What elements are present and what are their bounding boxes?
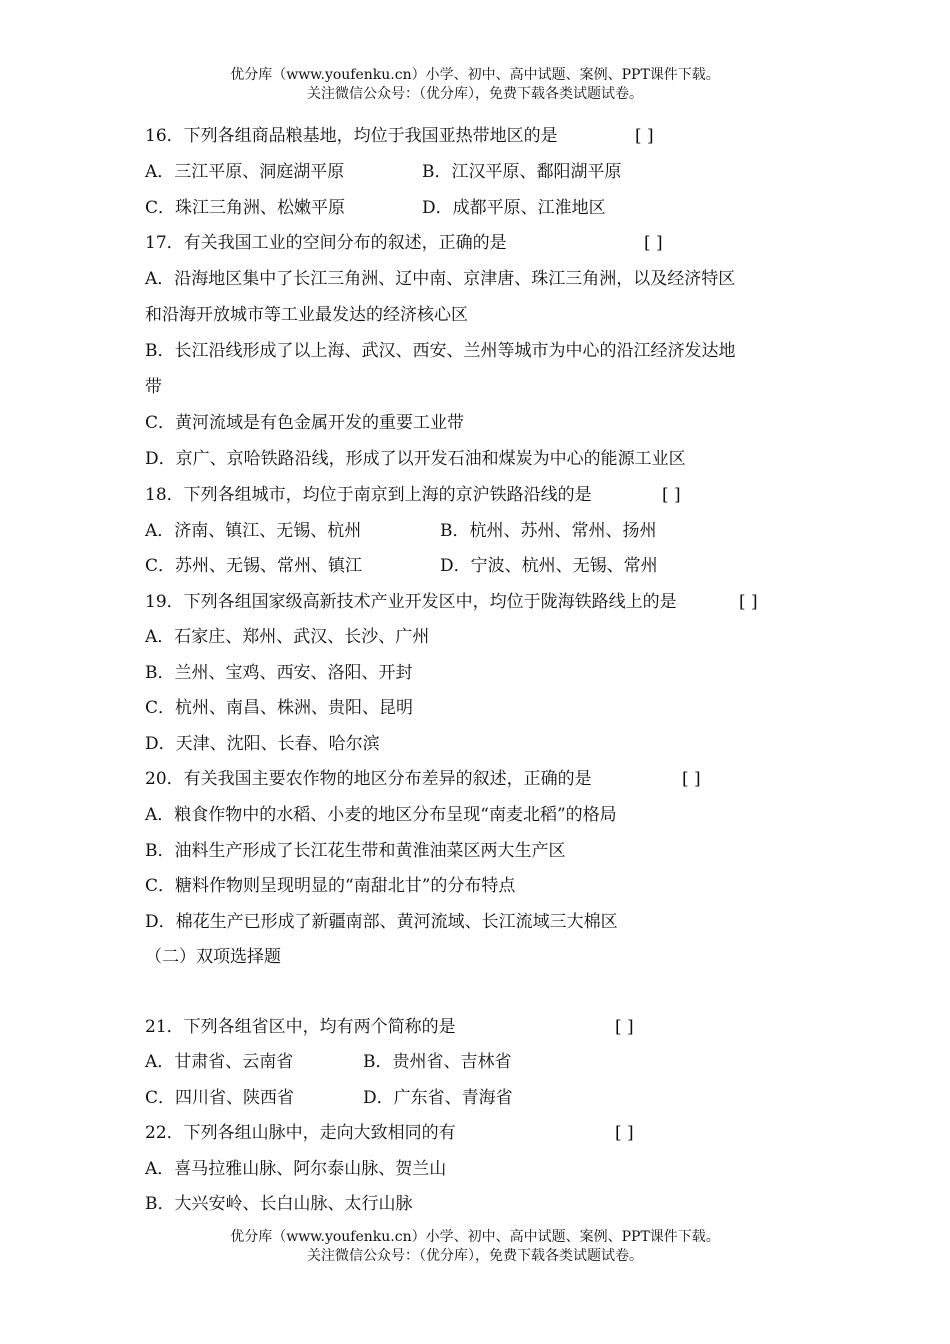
question-17-option-a-line2: 和沿海开放城市等工业最发达的经济核心区	[145, 305, 468, 325]
question-19-option-b: B．兰州、宝鸡、西安、洛阳、开封	[145, 663, 413, 683]
option-b: B．杭州、苏州、常州、扬州	[440, 521, 657, 541]
footer-line-2: 关注微信公众号：（优分库），免费下载各类试题试卷。	[307, 1248, 643, 1264]
option-a: A．甘肃省、云南省	[145, 1052, 294, 1072]
answer-bracket: [ ]	[644, 233, 663, 253]
question-19-option-a: A．石家庄、郑州、武汉、长沙、广州	[145, 627, 430, 647]
question-16-options-cd	[145, 197, 606, 219]
question-18-stem: 18．下列各组城市，均位于南京到上海的京沪铁路沿线的是 [ ]	[145, 485, 681, 505]
question-17-option-b-line2: 带	[145, 377, 162, 397]
option-c: C．苏州、无锡、常州、镇江	[145, 556, 363, 576]
option-b: B．贵州省、吉林省	[363, 1052, 512, 1072]
question-20-option-d: D．棉花生产已形成了新疆南部、黄河流域、长江流域三大棉区	[145, 912, 618, 932]
question-17-option-d: D．京广、京哈铁路沿线，形成了以开发石油和煤炭为中心的能源工业区	[145, 449, 686, 469]
question-18-options-cd	[145, 555, 658, 577]
page-header	[0, 66, 950, 104]
question-21-options-cd	[145, 1087, 513, 1109]
answer-bracket: [ ]	[615, 1123, 634, 1143]
question-20-option-a: A．粮食作物中的水稻、小麦的地区分布呈现“南麦北稻”的格局	[145, 805, 617, 825]
answer-bracket: [ ]	[739, 592, 758, 612]
question-22-option-b: B．大兴安岭、长白山脉、太行山脉	[145, 1194, 413, 1214]
question-21-options-ab	[145, 1051, 512, 1073]
option-d: D．宁波、杭州、无锡、常州	[440, 556, 658, 576]
answer-bracket: [ ]	[682, 769, 701, 789]
question-17-option-c: C．黄河流域是有色金属开发的重要工业带	[145, 413, 465, 433]
section-heading-double-choice: （二）双项选择题	[145, 947, 281, 967]
question-16-stem: 16．下列各组商品粮基地，均位于我国亚热带地区的是 [ ]	[145, 126, 654, 146]
question-18-options-ab	[145, 520, 657, 542]
option-c: C．四川省、陕西省	[145, 1088, 295, 1108]
header-line-2: 关注微信公众号：（优分库），免费下载各类试题试卷。	[307, 86, 643, 102]
header-line-1: 优分库（www.youfenku.cn）小学、初中、高中试题、案例、PPT课件下载。	[230, 67, 720, 83]
question-20-option-b: B．油料生产形成了长江花生带和黄淮油菜区两大生产区	[145, 841, 566, 861]
option-c: C．珠江三角洲、松嫩平原	[145, 198, 346, 218]
answer-bracket: [ ]	[662, 485, 681, 505]
question-19-option-d: D．天津、沈阳、长春、哈尔滨	[145, 734, 380, 754]
question-17-option-a-line1: A．沿海地区集中了长江三角洲、辽中南、京津唐、珠江三角洲，以及经济特区	[145, 269, 736, 289]
page-footer	[0, 1228, 950, 1266]
question-17-stem: 17．有关我国工业的空间分布的叙述，正确的是 [ ]	[145, 233, 663, 253]
question-22-stem: 22．下列各组山脉中，走向大致相同的有 [ ]	[145, 1123, 634, 1143]
answer-bracket: [ ]	[635, 126, 654, 146]
option-d: D．广东省、青海省	[363, 1088, 513, 1108]
question-16-options-ab	[145, 161, 622, 183]
option-a: A．济南、镇江、无锡、杭州	[145, 521, 362, 541]
answer-bracket: [ ]	[615, 1017, 634, 1037]
option-a: A．三江平原、洞庭湖平原	[145, 162, 345, 182]
footer-line-1: 优分库（www.youfenku.cn）小学、初中、高中试题、案例、PPT课件下载。	[230, 1229, 720, 1245]
question-19-stem: 19．下列各组国家级高新技术产业开发区中，均位于陇海铁路线上的是 [ ]	[145, 592, 758, 612]
question-21-stem: 21．下列各组省区中，均有两个简称的是 [ ]	[145, 1017, 634, 1037]
question-20-stem: 20．有关我国主要农作物的地区分布差异的叙述，正确的是 [ ]	[145, 769, 701, 789]
question-17-option-b-line1: B．长江沿线形成了以上海、武汉、西安、兰州等城市为中心的沿江经济发达地	[145, 341, 736, 361]
question-22-option-a: A．喜马拉雅山脉、阿尔泰山脉、贺兰山	[145, 1159, 447, 1179]
question-20-option-c: C．糖料作物则呈现明显的“南甜北甘”的分布特点	[145, 876, 516, 896]
option-d: D．成都平原、江淮地区	[422, 198, 606, 218]
option-b: B．江汉平原、鄱阳湖平原	[422, 162, 622, 182]
question-19-option-c: C．杭州、南昌、株洲、贵阳、昆明	[145, 698, 414, 718]
